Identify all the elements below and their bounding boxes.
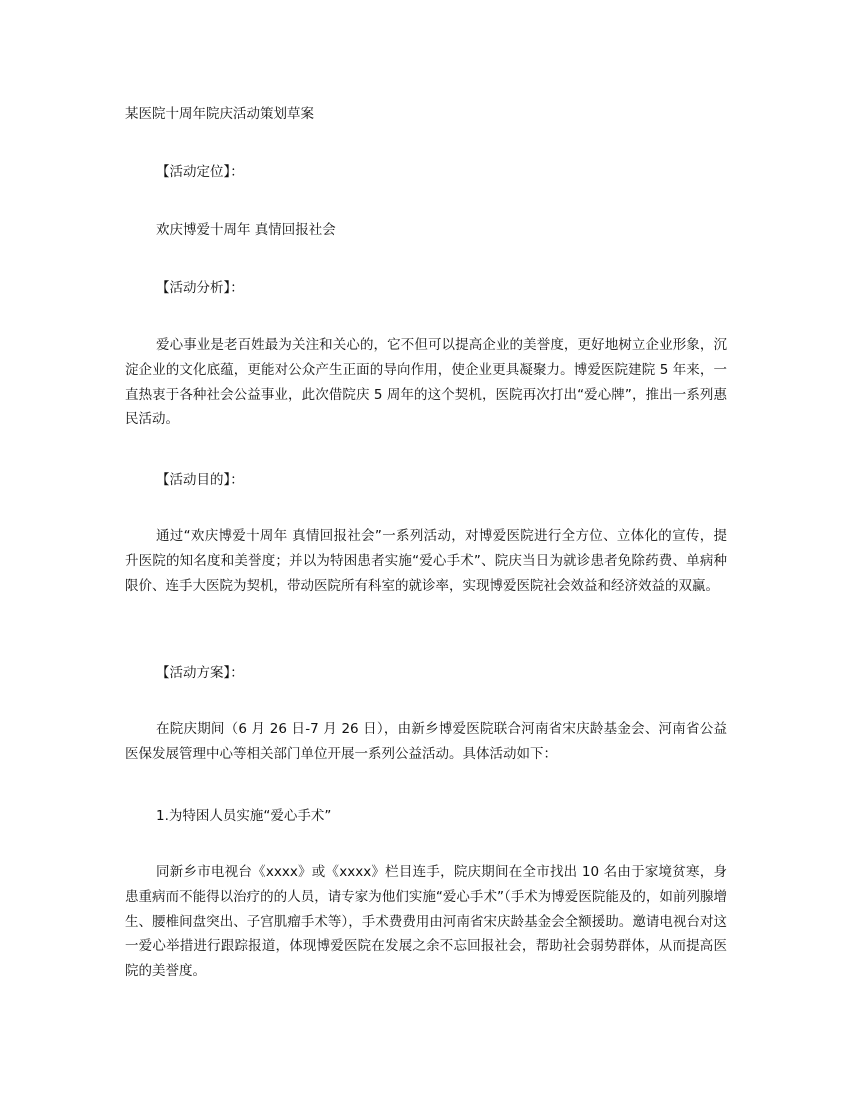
- section-heading-purpose: 【活动目的】：: [156, 472, 244, 488]
- section-heading-analysis: 【活动分析】：: [156, 280, 244, 296]
- plan-item-1-paragraph: 同新乡市电视台《xxxx》或《xxxx》栏目连手，院庆期间在全市找出 10 名由于家境贫寒，身患重病而不能得以治疗的的人员，请专家为他们实施“爱心手术”（手术为博爱医院能及的，如前列腺增生、腰椎间盘突出、子宫肌瘤手术等），手术费费用由河南省宋庆龄基金会全额援助。邀请电视台对这一爱心举措进行跟踪报道，体现博爱医院在发展之余不忘回报社会，帮助社会弱势群体，从而提高医院的美誉度。: [125, 864, 727, 980]
- purpose-paragraph: 通过“欢庆博爱十周年 真情回报社会”一系列活动，对博爱医院进行全方位、立体化的宣传，提升医院的知名度和美誉度；并以为特困患者实施“爱心手术”、院庆当日为就诊患者免除药费、单病种限价、连手大医院为契机，带动医院所有科室的就诊率，实现博爱医院社会效益和经济效益的双赢。: [125, 528, 727, 594]
- plan-paragraph: 在院庆期间（6 月 26 日-7 月 26 日），由新乡博爱医院联合河南省宋庆龄基金会、河南省公益医保发展管理中心等相关部门单位开展一系列公益活动。具体活动如下：: [125, 721, 727, 762]
- section-heading-positioning: 【活动定位】：: [156, 164, 244, 180]
- plan-item-1-heading: 1.为特困人员实施“爱心手术”: [156, 808, 332, 824]
- activity-slogan: 欢庆博爱十周年 真情回报社会: [156, 222, 336, 238]
- section-heading-plan: 【活动方案】：: [156, 665, 244, 681]
- document-title: 某医院十周年院庆活动策划草案: [125, 106, 314, 122]
- analysis-paragraph: 爱心事业是老百姓最为关注和关心的，它不但可以提高企业的美誉度，更好地树立企业形象，沉淀企业的文化底蕴，更能对公众产生正面的导向作用，使企业更具凝聚力。博爱医院建院 5 年来，一直热衷于各种社会公益事业，此次借院庆 5 周年的这个契机，医院再次打出“爱心牌”，推出一系列惠民活动。: [125, 337, 727, 428]
